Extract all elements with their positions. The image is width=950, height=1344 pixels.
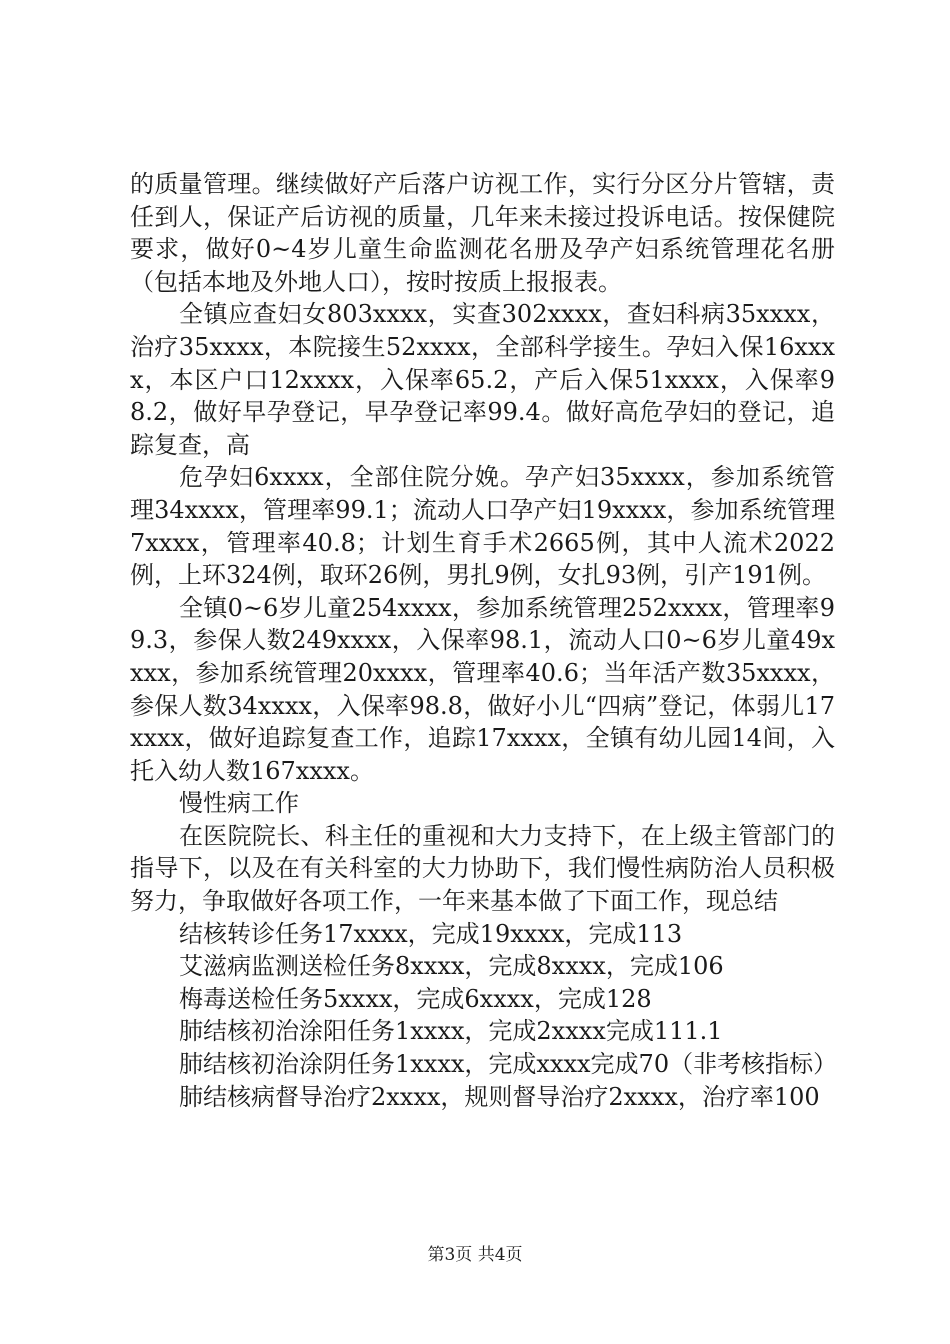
document-body: [130, 168, 838, 1113]
list-item-tb-referral: 结核转诊任务17xxxx，完成19xxxx，完成113: [179, 919, 683, 948]
list-item-tb-smear-positive: 肺结核初治涂阳任务1xxxx，完成2xxxx完成111.1: [179, 1017, 723, 1046]
list-item-syphilis-testing: 梅毒送检任务5xxxx，完成6xxxx，完成128: [179, 984, 652, 1013]
paragraph-women-checkup: 全镇应查妇女803xxxx，实查302xxxx，查妇科病35xxxx，治疗35xxxx，本院接生52xxxx，全部科学接生。孕妇入保16xxxx，本区户口12xxxx，入保率65.2，产后入保51xxxx，入保率98.2，做好早孕登记，早孕登记率99.4。做好高危孕妇的登记，追踪复查，高: [130, 300, 835, 459]
section-heading-chronic-disease: 慢性病工作: [179, 789, 299, 818]
page-number-footer: 第3页 共4页: [427, 1245, 523, 1265]
paragraph-high-risk-pregnancy: 危孕妇6xxxx，全部住院分娩。孕产妇35xxxx，参加系统管理34xxxx，管理率99.1；流动人口孕产妇19xxxx，参加系统管理7xxxx，管理率40.8；计划生育手术2665例，其中人流术2022例，上环324例，取环26例，男扎9例，女扎93例，引产191例。: [130, 463, 835, 590]
list-item-aids-monitoring: 艾滋病监测送检任务8xxxx，完成8xxxx，完成106: [179, 952, 724, 981]
list-item-tb-smear-negative: 肺结核初治涂阴任务1xxxx，完成xxxx完成70（非考核指标）: [179, 1050, 838, 1079]
paragraph-quality-management: 的质量管理。继续做好产后落户访视工作，实行分区分片管辖，责任到人，保证产后访视的质量，几年来未接过投诉电话。按保健院要求，做好0~4岁儿童生命监测花名册及孕产妇系统管理花名册（包括本地及外地人口），按时按质上报报表。: [130, 170, 835, 296]
list-item-tb-supervised-treatment: 肺结核病督导治疗2xxxx，规则督导治疗2xxxx，治疗率100: [179, 1082, 820, 1111]
paragraph-chronic-intro: 在医院院长、科主任的重视和大力支持下，在上级主管部门的指导下，以及在有关科室的大力协助下，我们慢性病防治人员积极努力，争取做好各项工作，一年来基本做了下面工作，现总结: [130, 821, 835, 916]
paragraph-children-management: 全镇0~6岁儿童254xxxx，参加系统管理252xxxx，管理率99.3，参保人数249xxxx，入保率98.1，流动人口0~6岁儿童49xxxx，参加系统管理20xxxx，管理率40.6；当年活产数35xxxx，参保人数34xxxx，入保率98.8，做好小儿“四病”登记，体弱儿17xxxx，做好追踪复查工作，追踪17xxxx，全镇有幼儿园14间，入托入幼人数167xxxx。: [130, 593, 835, 785]
